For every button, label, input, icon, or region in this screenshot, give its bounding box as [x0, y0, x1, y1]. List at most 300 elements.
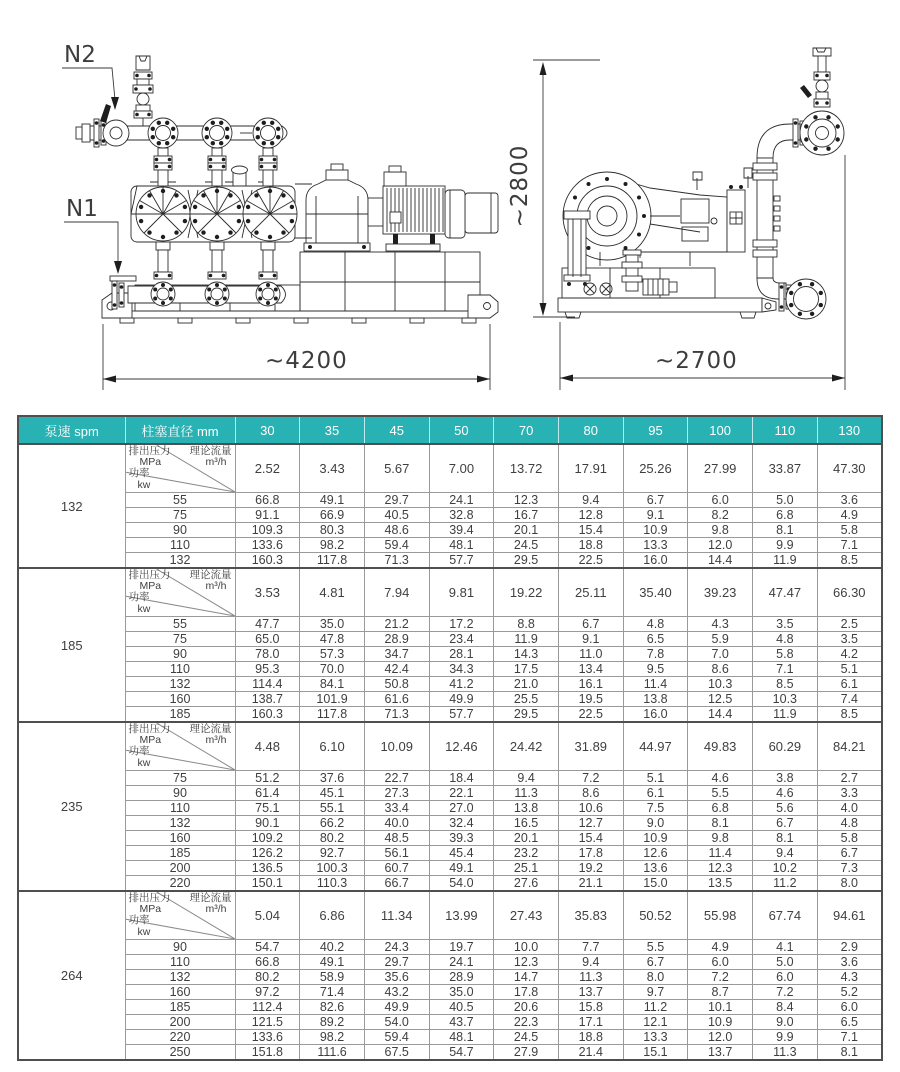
power-cell: 80.2 [235, 970, 300, 985]
pressure-cell: 75 [125, 508, 235, 523]
corner-flow-label: 理论流量 m³/h [189, 569, 232, 593]
power-cell: 32.8 [429, 508, 494, 523]
power-cell: 6.7 [623, 955, 688, 970]
power-cell: 27.0 [429, 801, 494, 816]
pressure-cell: 250 [125, 1045, 235, 1061]
power-cell: 35.6 [364, 970, 429, 985]
power-cell: 54.7 [429, 1045, 494, 1061]
power-cell: 11.3 [494, 786, 559, 801]
power-cell: 49.1 [429, 861, 494, 876]
pressure-cell: 55 [125, 493, 235, 508]
power-row [18, 970, 882, 985]
power-cell: 4.8 [623, 617, 688, 632]
power-cell: 22.5 [558, 553, 623, 569]
power-cell: 12.8 [558, 508, 623, 523]
power-cell: 14.3 [494, 647, 559, 662]
power-row [18, 538, 882, 553]
power-cell: 9.9 [753, 1030, 818, 1045]
power-cell: 121.5 [235, 1015, 300, 1030]
power-cell: 70.0 [300, 662, 365, 677]
power-cell: 133.6 [235, 1030, 300, 1045]
power-cell: 7.2 [753, 985, 818, 1000]
header-diameter-value-110: 110 [753, 416, 818, 444]
power-cell: 7.5 [623, 801, 688, 816]
corner-flow-label: 理论流量 m³/h [189, 445, 232, 469]
power-cell: 25.5 [494, 692, 559, 707]
power-cell: 3.8 [753, 771, 818, 786]
pressure-cell: 110 [125, 955, 235, 970]
flow-value-cell: 13.99 [429, 891, 494, 940]
flow-value-cell: 27.99 [688, 444, 753, 493]
power-cell: 9.0 [623, 816, 688, 831]
power-cell: 133.6 [235, 538, 300, 553]
power-cell: 111.6 [300, 1045, 365, 1061]
power-cell: 13.4 [558, 662, 623, 677]
power-cell: 8.6 [558, 786, 623, 801]
power-cell: 90.1 [235, 816, 300, 831]
power-cell: 40.2 [300, 940, 365, 955]
flow-value-cell: 47.47 [753, 568, 818, 617]
pump-drawings-svg [0, 0, 900, 405]
power-cell: 17.1 [558, 1015, 623, 1030]
power-cell: 43.2 [364, 985, 429, 1000]
power-cell: 11.2 [753, 876, 818, 892]
corner-label [126, 569, 235, 616]
power-cell: 51.2 [235, 771, 300, 786]
pressure-cell: 185 [125, 707, 235, 723]
power-cell: 29.7 [364, 955, 429, 970]
power-cell: 54.7 [235, 940, 300, 955]
pressure-cell: 185 [125, 1000, 235, 1015]
flow-value-cell: 25.26 [623, 444, 688, 493]
power-cell: 138.7 [235, 692, 300, 707]
spec-table [17, 415, 883, 1061]
pressure-cell: 90 [125, 647, 235, 662]
flow-value-cell: 47.30 [817, 444, 882, 493]
power-cell: 5.9 [688, 632, 753, 647]
power-cell: 6.0 [817, 1000, 882, 1015]
power-cell: 7.4 [817, 692, 882, 707]
power-cell: 4.9 [817, 508, 882, 523]
header-diameter-value-80: 80 [558, 416, 623, 444]
power-cell: 117.8 [300, 553, 365, 569]
power-cell: 45.4 [429, 846, 494, 861]
power-cell: 66.2 [300, 816, 365, 831]
power-cell: 12.7 [558, 816, 623, 831]
power-cell: 11.4 [623, 677, 688, 692]
power-cell: 4.3 [817, 970, 882, 985]
power-cell: 4.8 [817, 816, 882, 831]
flow-value-cell: 7.94 [364, 568, 429, 617]
power-cell: 8.1 [753, 523, 818, 538]
pressure-cell: 220 [125, 876, 235, 892]
pressure-cell: 160 [125, 831, 235, 846]
power-cell: 22.7 [364, 771, 429, 786]
section-flow-row [18, 444, 882, 493]
power-cell: 9.1 [623, 508, 688, 523]
power-cell: 12.5 [688, 692, 753, 707]
pressure-cell: 220 [125, 1030, 235, 1045]
power-cell: 17.2 [429, 617, 494, 632]
power-cell: 6.7 [558, 617, 623, 632]
pressure-cell: 185 [125, 846, 235, 861]
power-cell: 37.6 [300, 771, 365, 786]
power-cell: 60.7 [364, 861, 429, 876]
power-cell: 4.0 [817, 801, 882, 816]
flow-value-cell: 50.52 [623, 891, 688, 940]
power-cell: 21.0 [494, 677, 559, 692]
power-cell: 10.3 [753, 692, 818, 707]
corner-label-cell [125, 891, 235, 940]
power-cell: 3.6 [817, 493, 882, 508]
power-cell: 5.0 [753, 955, 818, 970]
power-cell: 6.7 [623, 493, 688, 508]
power-cell: 29.5 [494, 707, 559, 723]
power-cell: 14.4 [688, 553, 753, 569]
power-cell: 14.4 [688, 707, 753, 723]
power-cell: 71.3 [364, 707, 429, 723]
power-cell: 13.3 [623, 1030, 688, 1045]
flow-value-cell: 24.42 [494, 722, 559, 771]
pump-front-view [62, 42, 498, 390]
power-cell: 5.0 [753, 493, 818, 508]
power-cell: 13.6 [623, 861, 688, 876]
power-cell: 34.7 [364, 647, 429, 662]
power-cell: 24.1 [429, 493, 494, 508]
flow-value-cell: 13.72 [494, 444, 559, 493]
power-cell: 2.9 [817, 940, 882, 955]
dim-4200: ~4200 [265, 348, 348, 374]
power-cell: 8.0 [817, 876, 882, 892]
flow-value-cell: 19.22 [494, 568, 559, 617]
power-cell: 28.9 [429, 970, 494, 985]
power-cell: 58.9 [300, 970, 365, 985]
power-row [18, 1000, 882, 1015]
power-cell: 24.5 [494, 1030, 559, 1045]
power-cell: 10.2 [753, 861, 818, 876]
power-cell: 24.1 [429, 955, 494, 970]
power-cell: 7.1 [817, 1030, 882, 1045]
power-cell: 11.9 [753, 707, 818, 723]
pressure-cell: 200 [125, 861, 235, 876]
power-cell: 5.6 [753, 801, 818, 816]
power-cell: 8.5 [817, 707, 882, 723]
flow-value-cell: 35.83 [558, 891, 623, 940]
power-row [18, 861, 882, 876]
corner-power-label: 功率 kw [128, 745, 151, 769]
flow-value-cell: 5.04 [235, 891, 300, 940]
power-row [18, 876, 882, 892]
power-cell: 98.2 [300, 1030, 365, 1045]
dim-2800: ~2800 [507, 144, 533, 228]
power-cell: 9.1 [558, 632, 623, 647]
power-row [18, 1015, 882, 1030]
power-row [18, 617, 882, 632]
speed-cell: 264 [18, 891, 125, 1060]
pump-side-view [507, 48, 845, 390]
header-diameter-value-100: 100 [688, 416, 753, 444]
power-cell: 22.5 [558, 707, 623, 723]
power-cell: 9.9 [753, 538, 818, 553]
power-cell: 160.3 [235, 707, 300, 723]
port-label-n2: N2 [64, 42, 96, 68]
power-cell: 78.0 [235, 647, 300, 662]
flow-value-cell: 10.09 [364, 722, 429, 771]
power-cell: 15.1 [623, 1045, 688, 1061]
header-diameter-value-130: 130 [817, 416, 882, 444]
power-cell: 13.8 [623, 692, 688, 707]
section-flow-row [18, 722, 882, 771]
power-cell: 114.4 [235, 677, 300, 692]
power-cell: 6.5 [817, 1015, 882, 1030]
power-cell: 8.1 [753, 831, 818, 846]
power-cell: 7.8 [623, 647, 688, 662]
power-cell: 15.4 [558, 523, 623, 538]
power-cell: 98.2 [300, 538, 365, 553]
power-cell: 11.9 [494, 632, 559, 647]
motor [368, 166, 498, 251]
power-cell: 4.9 [688, 940, 753, 955]
corner-label-cell [125, 444, 235, 493]
power-cell: 7.1 [817, 538, 882, 553]
corner-power-label: 功率 kw [128, 467, 151, 491]
corner-label [126, 445, 235, 492]
section-flow-row [18, 568, 882, 617]
power-cell: 66.8 [235, 493, 300, 508]
power-cell: 48.1 [429, 1030, 494, 1045]
power-row [18, 1045, 882, 1061]
corner-power-label: 功率 kw [128, 591, 151, 615]
flow-value-cell: 17.91 [558, 444, 623, 493]
flow-value-cell: 49.83 [688, 722, 753, 771]
flow-value-cell: 5.67 [364, 444, 429, 493]
header-speed: 泵速 spm [18, 416, 125, 444]
power-cell: 80.3 [300, 523, 365, 538]
power-row [18, 553, 882, 569]
power-cell: 6.7 [753, 816, 818, 831]
power-cell: 21.4 [558, 1045, 623, 1061]
power-cell: 23.4 [429, 632, 494, 647]
port-label-n1: N1 [66, 196, 98, 222]
power-cell: 9.4 [494, 771, 559, 786]
spec-table-wrap [17, 415, 881, 1061]
power-row [18, 508, 882, 523]
flow-value-cell: 6.86 [300, 891, 365, 940]
power-row [18, 647, 882, 662]
dim-2700: ~2700 [655, 348, 738, 374]
power-cell: 40.5 [429, 1000, 494, 1015]
power-cell: 24.3 [364, 940, 429, 955]
port-n2-callout [62, 42, 119, 110]
power-cell: 12.3 [494, 493, 559, 508]
power-cell: 35.0 [300, 617, 365, 632]
flow-value-cell: 67.74 [753, 891, 818, 940]
power-cell: 7.1 [753, 662, 818, 677]
pressure-cell: 110 [125, 662, 235, 677]
power-row [18, 801, 882, 816]
flow-value-cell: 4.81 [300, 568, 365, 617]
power-cell: 6.8 [688, 801, 753, 816]
power-cell: 33.4 [364, 801, 429, 816]
speed-cell: 235 [18, 722, 125, 891]
power-cell: 109.3 [235, 523, 300, 538]
power-cell: 61.6 [364, 692, 429, 707]
table-header-row [18, 416, 882, 444]
power-row [18, 677, 882, 692]
power-cell: 10.3 [688, 677, 753, 692]
power-cell: 20.6 [494, 1000, 559, 1015]
power-cell: 126.2 [235, 846, 300, 861]
power-cell: 6.0 [753, 970, 818, 985]
pressure-cell: 55 [125, 617, 235, 632]
power-cell: 71.3 [364, 553, 429, 569]
flow-value-cell: 94.61 [817, 891, 882, 940]
power-cell: 67.5 [364, 1045, 429, 1061]
flow-value-cell: 35.40 [623, 568, 688, 617]
power-cell: 22.3 [494, 1015, 559, 1030]
power-cell: 101.9 [300, 692, 365, 707]
power-cell: 17.8 [558, 846, 623, 861]
power-cell: 66.9 [300, 508, 365, 523]
pressure-cell: 160 [125, 692, 235, 707]
power-cell: 19.7 [429, 940, 494, 955]
corner-label [126, 723, 235, 770]
corner-pressure-label: 排出压力 MPa [128, 892, 171, 916]
power-cell: 71.4 [300, 985, 365, 1000]
side-suction-elbow [757, 278, 826, 319]
power-cell: 8.8 [494, 617, 559, 632]
power-cell: 12.6 [623, 846, 688, 861]
pressure-cell: 90 [125, 786, 235, 801]
power-cell: 40.0 [364, 816, 429, 831]
power-cell: 10.9 [623, 831, 688, 846]
flow-value-cell: 27.43 [494, 891, 559, 940]
power-cell: 48.6 [364, 523, 429, 538]
power-cell: 17.8 [494, 985, 559, 1000]
power-cell: 18.4 [429, 771, 494, 786]
flow-value-cell: 39.23 [688, 568, 753, 617]
power-cell: 49.1 [300, 955, 365, 970]
power-cell: 45.1 [300, 786, 365, 801]
power-cell: 92.7 [300, 846, 365, 861]
port-n1-callout [64, 196, 122, 274]
power-row [18, 1030, 882, 1045]
power-cell: 9.0 [753, 1015, 818, 1030]
power-cell: 28.9 [364, 632, 429, 647]
power-cell: 82.6 [300, 1000, 365, 1015]
power-cell: 4.8 [753, 632, 818, 647]
gearbox [304, 164, 370, 251]
pressure-cell: 110 [125, 801, 235, 816]
power-cell: 80.2 [300, 831, 365, 846]
flow-value-cell: 3.53 [235, 568, 300, 617]
power-cell: 5.1 [623, 771, 688, 786]
power-cell: 66.7 [364, 876, 429, 892]
length-dimension [103, 324, 490, 390]
power-row [18, 846, 882, 861]
power-row [18, 985, 882, 1000]
power-cell: 117.8 [300, 707, 365, 723]
pressure-cell: 160 [125, 985, 235, 1000]
power-row [18, 771, 882, 786]
power-cell: 32.4 [429, 816, 494, 831]
power-cell: 4.2 [817, 647, 882, 662]
pressure-cell: 200 [125, 1015, 235, 1030]
power-cell: 25.1 [494, 861, 559, 876]
power-cell: 100.3 [300, 861, 365, 876]
power-cell: 5.8 [817, 831, 882, 846]
technical-drawings [0, 0, 900, 405]
power-row [18, 692, 882, 707]
header-diameter-value-35: 35 [300, 416, 365, 444]
power-cell: 3.5 [817, 632, 882, 647]
pressure-cell: 90 [125, 523, 235, 538]
power-cell: 7.0 [688, 647, 753, 662]
pressure-cell: 75 [125, 632, 235, 647]
power-cell: 112.4 [235, 1000, 300, 1015]
power-cell: 17.5 [494, 662, 559, 677]
power-cell: 22.1 [429, 786, 494, 801]
power-cell: 28.1 [429, 647, 494, 662]
power-cell: 12.3 [494, 955, 559, 970]
power-cell: 6.5 [623, 632, 688, 647]
flow-value-cell: 84.21 [817, 722, 882, 771]
header-diameter: 柱塞直径 mm [125, 416, 235, 444]
power-cell: 39.3 [429, 831, 494, 846]
pressure-cell: 132 [125, 970, 235, 985]
power-cell: 59.4 [364, 538, 429, 553]
power-cell: 9.5 [623, 662, 688, 677]
power-cell: 11.9 [753, 553, 818, 569]
power-cell: 57.7 [429, 707, 494, 723]
header-diameter-value-45: 45 [364, 416, 429, 444]
power-cell: 5.2 [817, 985, 882, 1000]
pressure-cell: 110 [125, 538, 235, 553]
side-top-valve [800, 48, 831, 107]
power-cell: 2.5 [817, 617, 882, 632]
pressure-cell: 90 [125, 940, 235, 955]
power-cell: 16.1 [558, 677, 623, 692]
power-cell: 9.8 [688, 831, 753, 846]
table-header [18, 416, 882, 444]
power-cell: 7.2 [688, 970, 753, 985]
safety-valve [133, 56, 153, 126]
power-cell: 84.1 [300, 677, 365, 692]
power-cell: 4.1 [753, 940, 818, 955]
power-cell: 151.8 [235, 1045, 300, 1061]
power-cell: 136.5 [235, 861, 300, 876]
corner-flow-label: 理论流量 m³/h [189, 892, 232, 916]
power-cell: 2.7 [817, 771, 882, 786]
power-cell: 54.0 [364, 1015, 429, 1030]
corner-pressure-label: 排出压力 MPa [128, 723, 171, 747]
power-cell: 19.5 [558, 692, 623, 707]
flow-value-cell: 31.89 [558, 722, 623, 771]
power-cell: 3.6 [817, 955, 882, 970]
power-cell: 29.7 [364, 493, 429, 508]
flow-value-cell: 60.29 [753, 722, 818, 771]
power-cell: 110.3 [300, 876, 365, 892]
power-cell: 27.9 [494, 1045, 559, 1061]
pressure-cell: 132 [125, 677, 235, 692]
power-cell: 8.4 [753, 1000, 818, 1015]
corner-flow-label: 理论流量 m³/h [189, 723, 232, 747]
power-cell: 12.0 [688, 1030, 753, 1045]
power-cell: 5.5 [623, 940, 688, 955]
power-cell: 9.8 [688, 523, 753, 538]
power-cell: 13.7 [688, 1045, 753, 1061]
power-cell: 6.7 [817, 846, 882, 861]
